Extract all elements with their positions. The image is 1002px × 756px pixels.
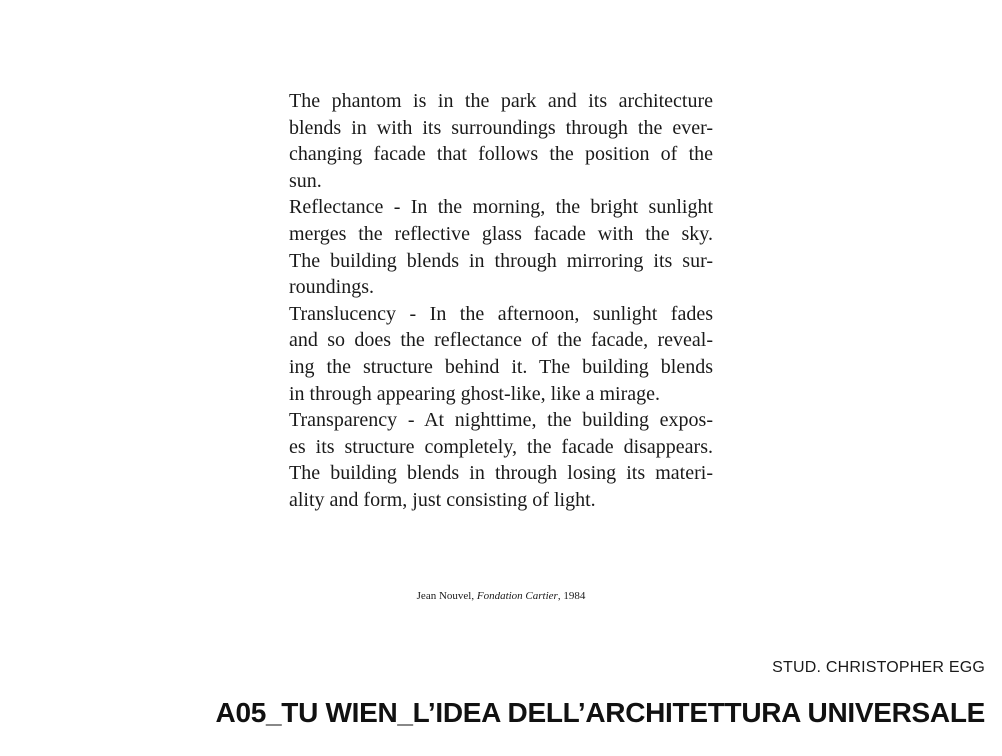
caption-year: , 1984 [557, 590, 586, 602]
caption-author: Jean Nouvel, [416, 590, 477, 602]
body-text-line: blends in with its surroundings through the ever- [289, 116, 713, 139]
body-text-line: sun. [289, 169, 322, 192]
body-text-line: The building blends in through losing its materi- [289, 462, 713, 485]
body-text-line: The building blends in through mirroring its sur- [289, 249, 713, 272]
body-text-line: ing the structure behind it. The building blends [289, 355, 713, 378]
caption-work: Fondation Cartier [476, 590, 558, 602]
body-text-line: Reflectance - In the morning, the bright sunlight [289, 196, 713, 219]
body-text-line: merges the reflective glass facade with the sky. [289, 222, 713, 245]
body-text-line: changing facade that follows the position of the [289, 143, 713, 166]
body-text-line: The phantom is in the park and its architecture [289, 90, 713, 112]
body-text-line: es its structure completely, the facade disappears. [289, 435, 713, 458]
student-name: STUD. CHRISTOPHER EGG [772, 659, 985, 676]
body-text-line: roundings. [289, 276, 374, 299]
body-text-line: ality and form, just consisting of light. [289, 488, 596, 511]
image-caption [0, 590, 1002, 602]
body-text-line: Transparency - At nighttime, the building expos- [289, 409, 713, 432]
course-title: A05_TU WIEN_L’IDEA DELL’ARCHITETTURA UNIVERSALE [215, 697, 985, 728]
body-text [289, 88, 713, 514]
body-text-line: Translucency - In the afternoon, sunlight fades [289, 302, 713, 325]
body-text-line: and so does the reflectance of the facade, reveal- [289, 329, 713, 352]
body-text-line: in through appearing ghost-like, like a mirage. [289, 382, 661, 405]
